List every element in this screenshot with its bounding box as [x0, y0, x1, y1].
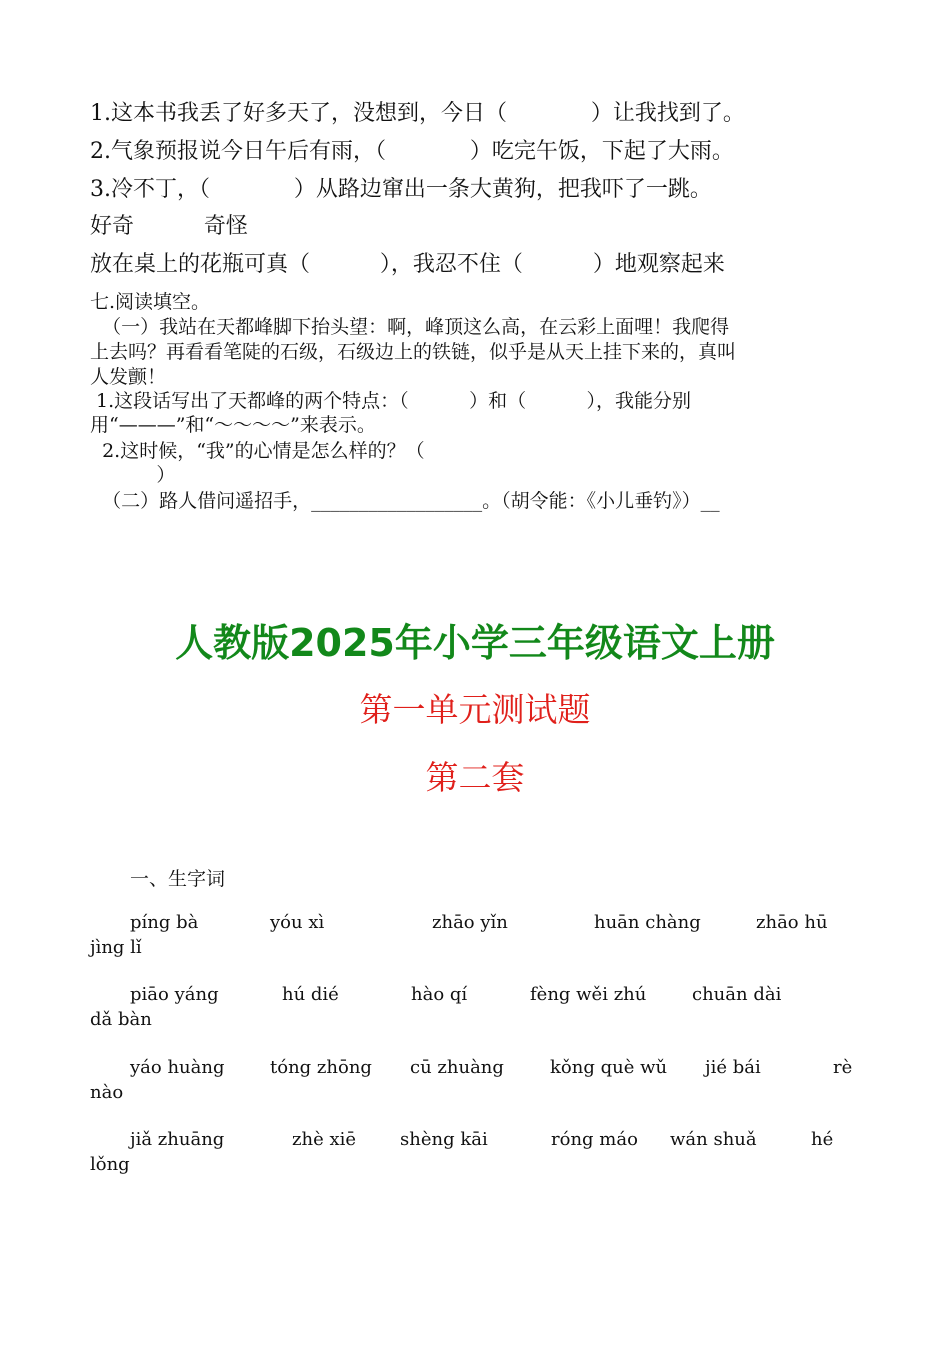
pinyin-item: hé — [811, 1129, 834, 1150]
pinyin-item: hào qí — [411, 984, 468, 1005]
pinyin-item: zhè xiē — [292, 1129, 357, 1150]
pinyin-item: huān chàng — [594, 912, 701, 933]
pinyin-item: fèng wěi zhú — [530, 984, 647, 1005]
page-title: 人教版2025年小学三年级语文上册 — [175, 621, 775, 665]
pinyin-item: chuān dài — [692, 984, 782, 1005]
pinyin-item: dǎ bàn — [90, 1009, 152, 1030]
pinyin-item: lǒng — [90, 1154, 130, 1175]
pinyin-item: nào — [90, 1082, 124, 1103]
sentence-3: 3.冷不丁，（ ）从路边窜出一条大黄狗，把我吓了一跳。 — [90, 177, 712, 202]
reading-question-1: 1.这段话写出了天都峰的两个特点：（ ）和（ ），我能分别 — [90, 390, 691, 412]
reading-passage-line: 人发颤！ — [90, 366, 167, 388]
sentence-2: 2.气象预报说今日午后有雨，（ ）吃完午饭，下起了大雨。 — [90, 139, 734, 164]
reading-passage-2: （二）路人借问遥招手，__________________。（胡令能：《小儿垂钓》）__ — [90, 490, 720, 512]
reading-passage-line: 上去吗？再看看笔陡的石级，石级边上的铁链，似乎是从天上挂下来的，真叫 — [90, 341, 737, 363]
pinyin-item: tóng zhōng — [270, 1057, 372, 1078]
pinyin-item: jié bái — [705, 1057, 761, 1078]
pinyin-item: jiǎ zhuāng — [130, 1129, 225, 1150]
set-label: 第二套 — [425, 758, 525, 797]
pinyin-item: shèng kāi — [400, 1129, 488, 1150]
pinyin-item: cū zhuàng — [410, 1057, 504, 1078]
pinyin-item: wán shuǎ — [670, 1129, 757, 1150]
section-heading: 一、生字词 — [130, 868, 226, 890]
reading-question-2: 2.这时候，“我”的心情是怎么样的？（ — [90, 440, 425, 462]
pinyin-item: zhāo yǐn — [432, 912, 508, 933]
sentence-4: 放在桌上的花瓶可真（ ），我忍不住（ ）地观察起来 — [90, 252, 725, 277]
sentence-1: 1.这本书我丢了好多天了，没想到，今日（ ）让我找到了。 — [90, 101, 745, 126]
reading-heading: 七.阅读填空。 — [90, 291, 211, 313]
pinyin-item: píng bà — [130, 912, 199, 933]
pinyin-item: piāo yáng — [130, 984, 219, 1005]
reading-question-1-cont: 用“———”和“～～～～”来表示。 — [90, 414, 376, 436]
pinyin-item: yáo huàng — [130, 1057, 225, 1078]
reading-question-2-cont: ） — [90, 464, 176, 486]
pinyin-item: jìng lǐ — [90, 937, 142, 958]
pinyin-item: kǒng què wǔ — [550, 1057, 668, 1078]
pinyin-item: rè — [833, 1057, 853, 1078]
word-choices: 好奇 奇怪 — [90, 214, 248, 239]
pinyin-item: zhāo hū — [756, 912, 828, 933]
pinyin-item: hú dié — [282, 984, 339, 1005]
page-subtitle: 第一单元测试题 — [359, 690, 591, 729]
reading-passage-line: （一）我站在天都峰脚下抬头望：啊，峰顶这么高，在云彩上面哩！我爬得 — [90, 316, 730, 338]
pinyin-item: yóu xì — [270, 912, 325, 933]
pinyin-item: róng máo — [551, 1129, 638, 1150]
